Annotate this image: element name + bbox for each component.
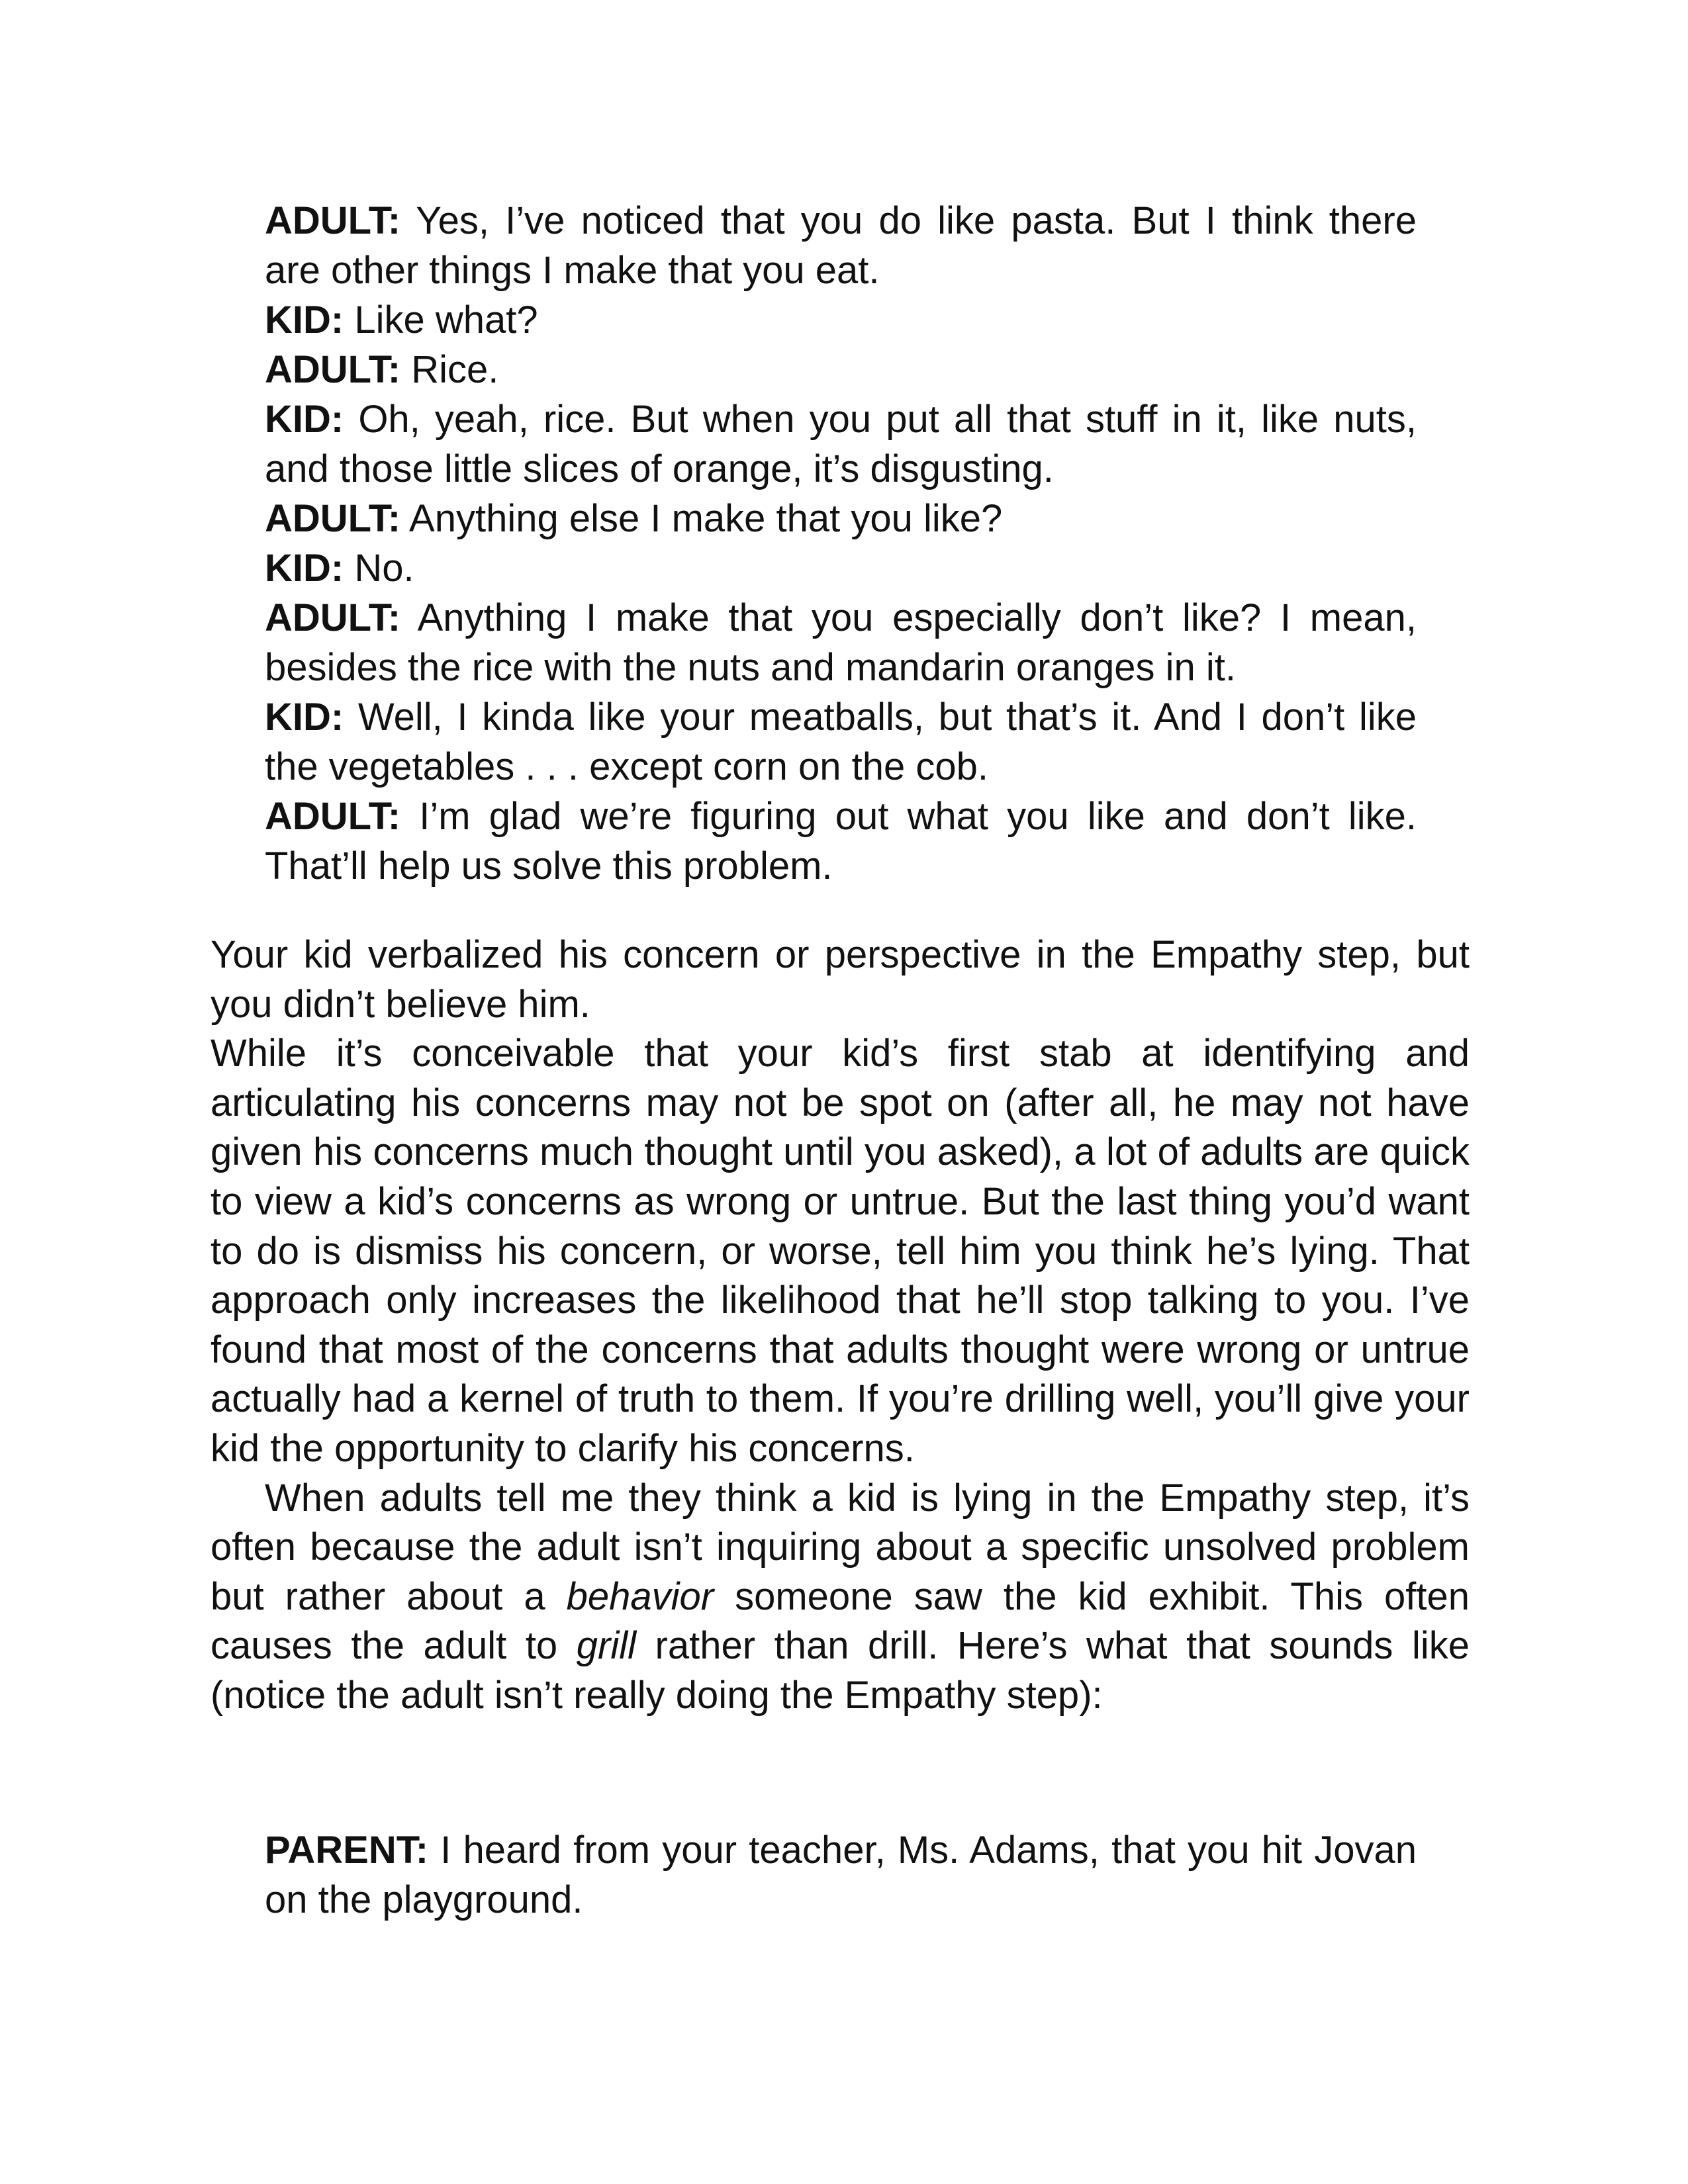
- dialogue-text: Like what?: [344, 298, 538, 341]
- dialogue-text: Rice.: [400, 348, 499, 391]
- dialogue-text: Oh, yeah, rice. But when you put all that stuff in it, like nuts, and those little slices of orange, it’s disgusting.: [265, 398, 1417, 490]
- speaker-label: KID:: [265, 298, 344, 341]
- dialogue-line: [265, 1825, 1417, 1925]
- section-heading: Your kid verbalized his concern or perspective in the Empathy step, but you didn’t believe him.: [211, 933, 1470, 1026]
- emphasis: grill: [576, 1624, 636, 1668]
- dialogue-line: [265, 543, 1417, 593]
- dialogue-line: [265, 345, 1417, 394]
- speaker-label: PARENT:: [265, 1829, 429, 1872]
- dialogue-text: Anything else I make that you like?: [400, 497, 1003, 540]
- dialogue-text: No.: [344, 547, 414, 590]
- dialogue-line: [265, 295, 1417, 345]
- dialogue-block-bottom: [265, 1825, 1417, 1925]
- speaker-label: KID:: [265, 547, 344, 590]
- dialogue-line: [265, 394, 1417, 494]
- dialogue-text: Anything I make that you especially don’t like? I mean, besides the rice with the nuts and mandarin oranges in it.: [265, 596, 1417, 689]
- paragraph: While it’s conceivable that your kid’s first stab at identifying and articulating his concerns may not be spot on (after all, he may not have given his concerns much thought until you asked), a lot of adults are quick to view a kid’s concerns as wrong or untrue. But the last thing you’d want to do is dismiss his concern, or worse, tell him you think he’s lying. That approach only increases the likelihood that he’ll stop talking to you. I’ve found that most of the concerns that adults thought were wrong or untrue actually had a kernel of truth to them. If you’re drilling well, you’ll give your kid the opportunity to clarify his concerns.: [211, 1032, 1470, 1470]
- dialogue-line: [265, 494, 1417, 543]
- dialogue-line: [265, 792, 1417, 891]
- text-run: someone saw the kid exhibit. This often causes the adult to: [211, 1574, 1470, 1668]
- speaker-label: KID:: [265, 398, 344, 441]
- dialogue-line: [265, 593, 1417, 692]
- speaker-label: ADULT:: [265, 497, 401, 540]
- dialogue-text: Well, I kinda like your meatballs, but that’s it. And I don’t like the vegetables . . . except corn on the cob.: [265, 696, 1417, 788]
- body-text: [211, 931, 1470, 1721]
- dialogue-line: [265, 692, 1417, 792]
- dialogue-text: I’m glad we’re figuring out what you like and don’t like. That’ll help us solve this problem.: [265, 795, 1417, 887]
- speaker-label: ADULT:: [265, 795, 401, 838]
- dialogue-text: I heard from your teacher, Ms. Adams, that you hit Jovan on the playground.: [265, 1829, 1417, 1921]
- dialogue-text: Yes, I’ve noticed that you do like pasta. But I think there are other things I make that you eat.: [265, 199, 1417, 292]
- dialogue-line: [265, 196, 1417, 295]
- text-run: rather than drill. Here’s what that sounds like (notice the adult isn’t really doing the Empathy step):: [211, 1624, 1470, 1717]
- speaker-label: ADULT:: [265, 596, 401, 639]
- dialogue-block-top: [265, 196, 1417, 891]
- speaker-label: ADULT:: [265, 348, 401, 391]
- text-run: When adults tell me they think a kid is lying in the Empathy step, it’s often because the adult isn’t inquiring about a specific unsolved problem but rather about a: [211, 1476, 1470, 1618]
- speaker-label: KID:: [265, 696, 344, 739]
- emphasis: behavior: [566, 1574, 714, 1618]
- speaker-label: ADULT:: [265, 199, 401, 242]
- paragraph: [211, 1474, 1470, 1721]
